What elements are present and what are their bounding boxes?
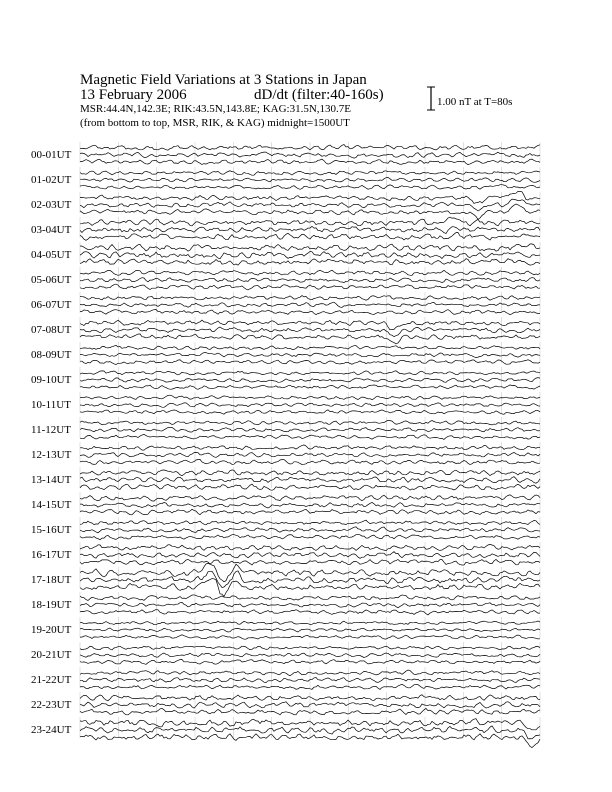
station-order-note: (from bottom to top, MSR, RIK, & KAG) midnight=1500UT — [80, 117, 350, 129]
chart-date: 13 February 2006 — [80, 87, 187, 103]
hour-label: 01-02UT — [31, 174, 72, 186]
hour-label: 11-12UT — [31, 424, 71, 436]
hour-label: 02-03UT — [31, 199, 72, 211]
chart-title: Magnetic Field Variations at 3 Stations in Japan — [80, 72, 367, 88]
hour-label: 21-22UT — [31, 674, 72, 686]
hour-label: 12-13UT — [31, 449, 72, 461]
hour-label: 13-14UT — [31, 474, 72, 486]
hour-label: 18-19UT — [31, 599, 72, 611]
scale-label: 1.00 nT at T=80s — [437, 96, 513, 108]
hour-label: 17-18UT — [31, 574, 72, 586]
hour-label: 22-23UT — [31, 699, 72, 711]
component-filter: dD/dt (filter:40-160s) — [254, 87, 384, 103]
hour-label: 10-11UT — [31, 399, 71, 411]
hour-label: 03-04UT — [31, 224, 72, 236]
hour-label: 08-09UT — [31, 349, 72, 361]
hour-label: 04-05UT — [31, 249, 72, 261]
hour-label: 05-06UT — [31, 274, 72, 286]
scale-bar — [427, 87, 435, 110]
hour-label: 06-07UT — [31, 299, 72, 311]
station-coordinates: MSR:44.4N,142.3E; RIK:43.5N,143.8E; KAG:31.5N,130.7E — [80, 103, 352, 115]
hour-label: 15-16UT — [31, 524, 72, 536]
hour-label: 00-01UT — [31, 149, 72, 161]
hour-label: 23-24UT — [31, 724, 72, 736]
hour-label: 16-17UT — [31, 549, 72, 561]
hour-label: 09-10UT — [31, 374, 72, 386]
hour-label: 19-20UT — [31, 624, 72, 636]
hour-label: 14-15UT — [31, 499, 72, 511]
hour-label: 20-21UT — [31, 649, 72, 661]
hour-label: 07-08UT — [31, 324, 72, 336]
